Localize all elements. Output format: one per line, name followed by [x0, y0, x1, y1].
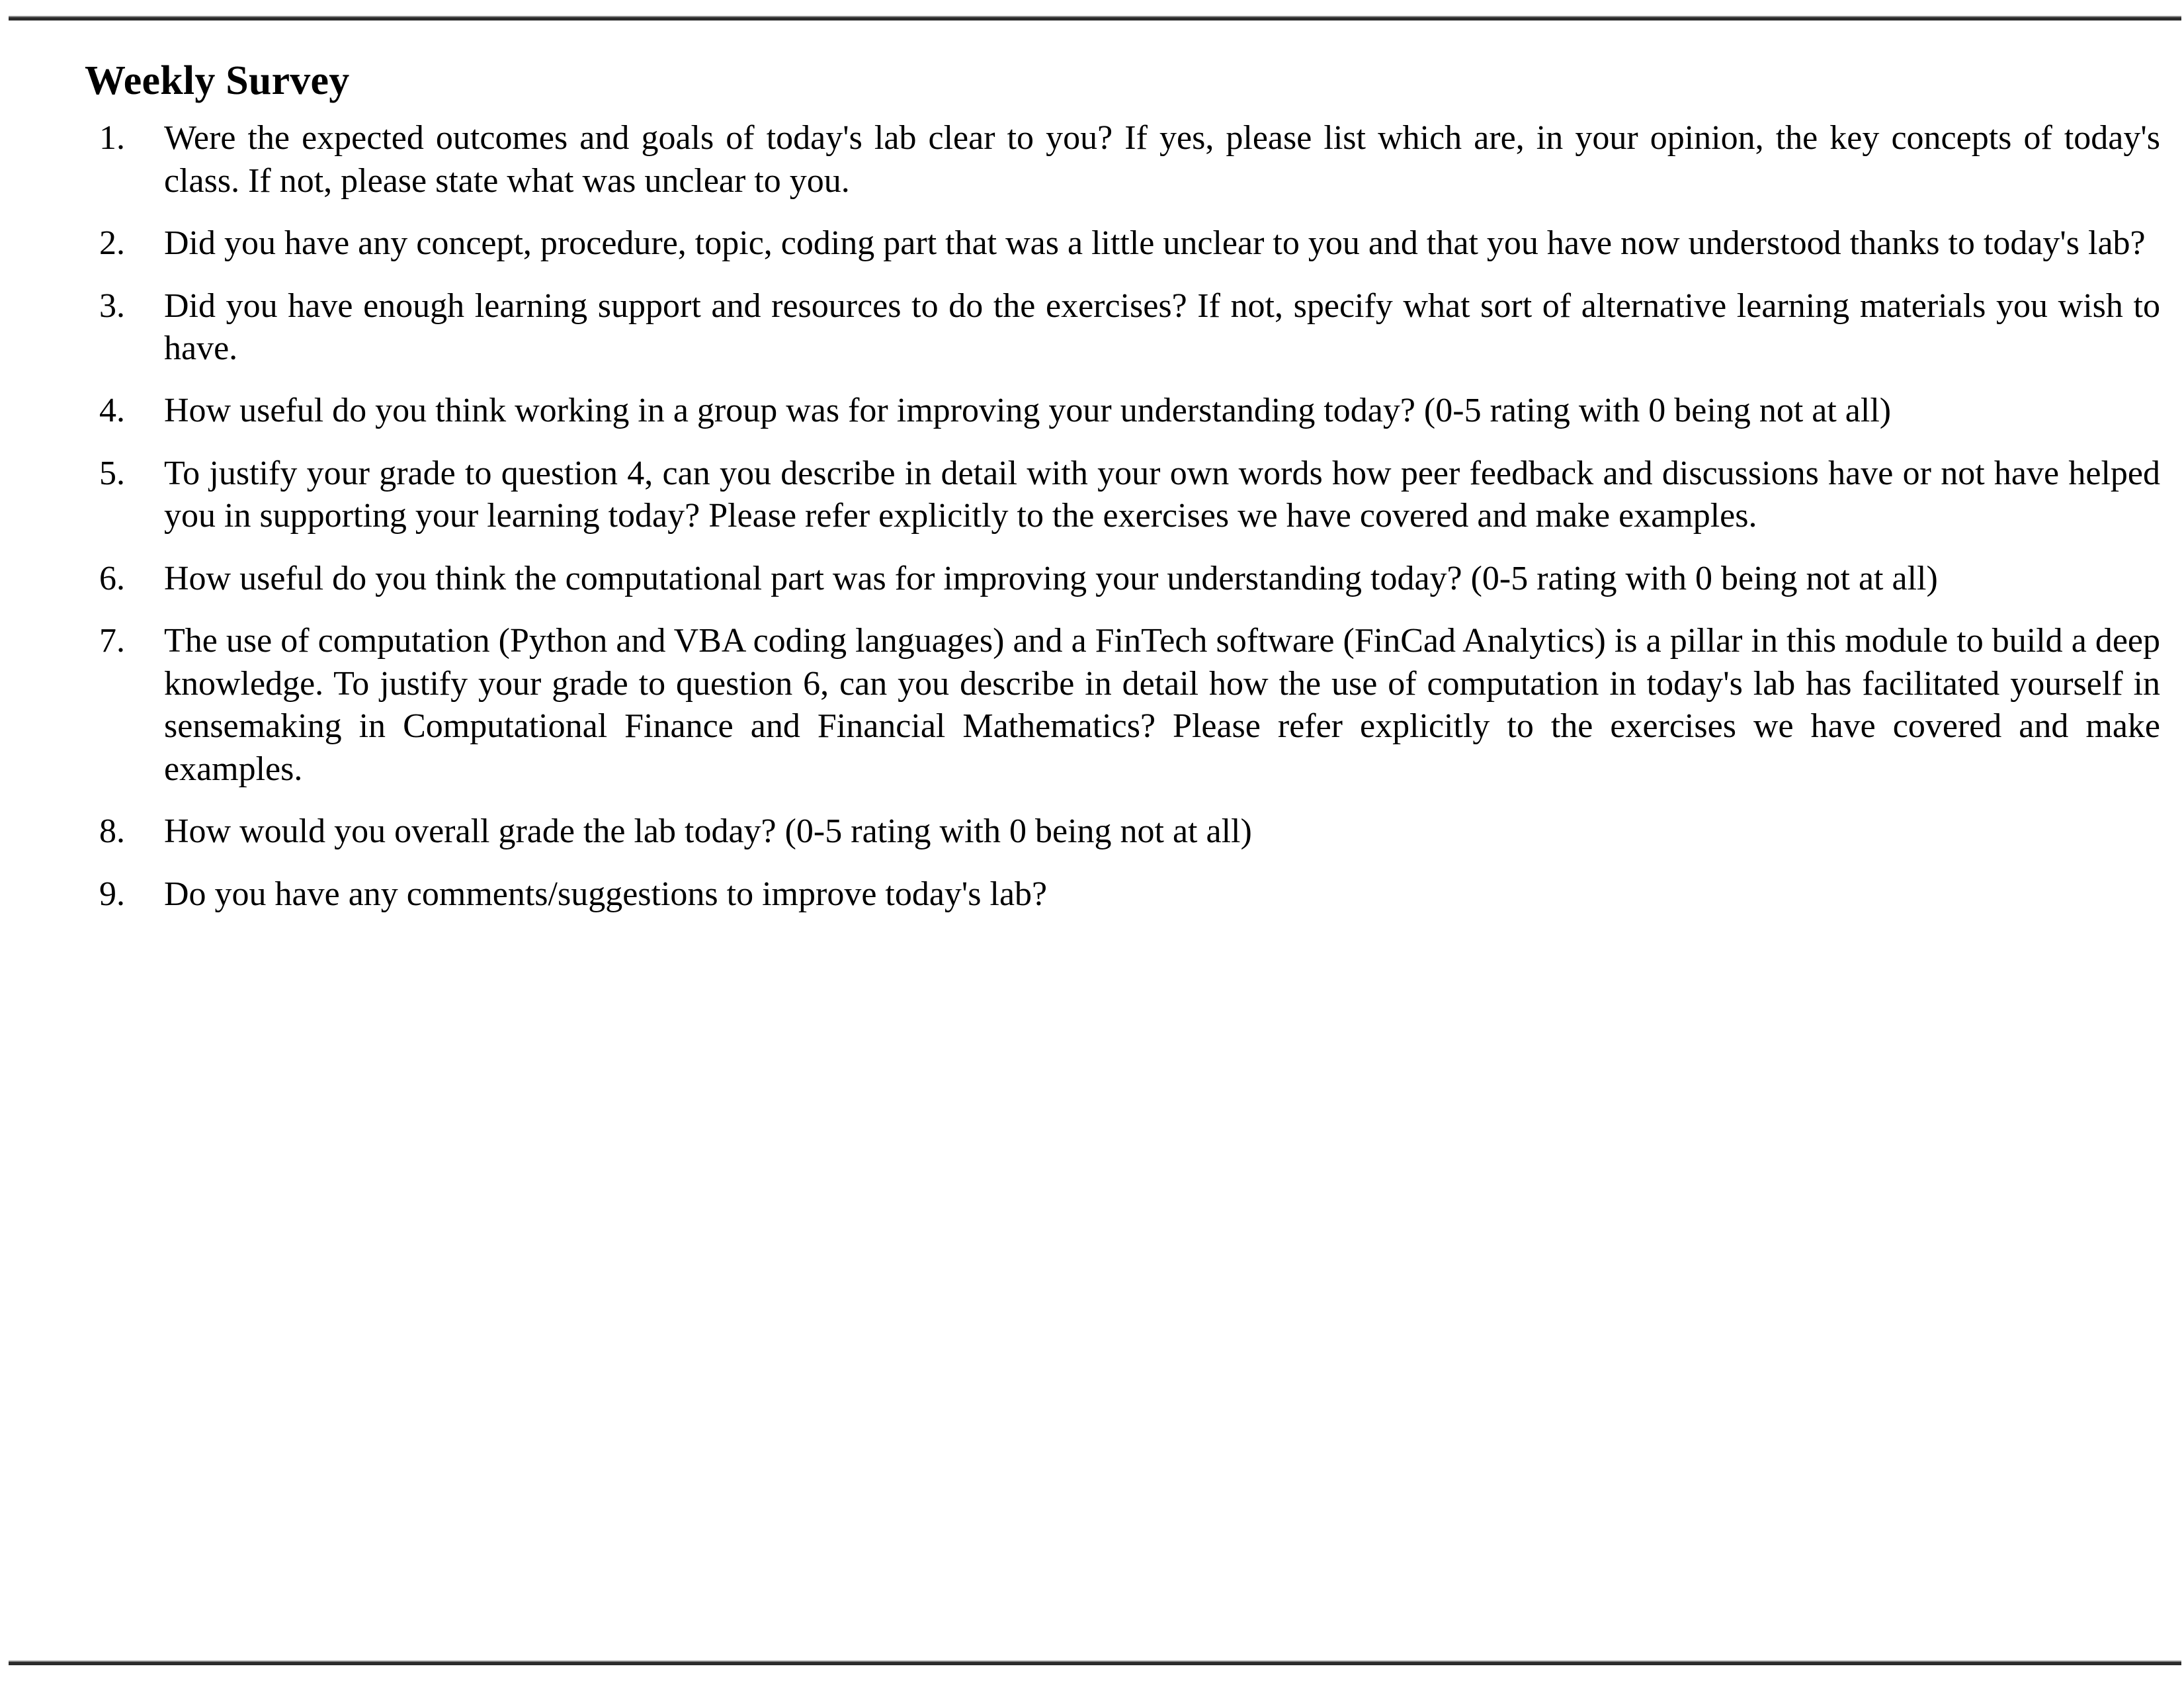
- survey-question-item: [85, 117, 2160, 202]
- question-text: Were the expected outcomes and goals of today's lab clear to you? If yes, please list which are, in your opinion, the key concepts of today's class. If not, please state what was unclear to you.: [164, 119, 2160, 200]
- survey-question-item: [85, 285, 2160, 370]
- question-text: Do you have any comments/suggestions to improve today's lab?: [164, 875, 1048, 913]
- document-content: [0, 60, 2184, 916]
- top-horizontal-rule: [9, 16, 2181, 21]
- question-text: To justify your grade to question 4, can you describe in detail with your own words how peer feedback and discussions have or not have helped you in supporting your learning today? Please refer explicitly to the exercises we have covered and make examples.: [164, 454, 2160, 535]
- question-text: The use of computation (Python and VBA coding languages) and a FinTech software (FinCad Analytics) is a pillar in this module to build a deep knowledge. To justify your grade to question 6, can you describe in detail how the use of computation in today's lab has facilitated yourself in sensemaking in Computational Finance and Financial Mathematics? Please refer explicitly to the exercises we have covered and make examples.: [164, 622, 2160, 788]
- question-text: How useful do you think working in a group was for improving your understanding today? (0-5 rating with 0 being not at all): [164, 392, 1892, 430]
- question-text: Did you have enough learning support and resources to do the exercises? If not, specify what sort of alternative learning materials you wish to have.: [164, 286, 2160, 367]
- bottom-horizontal-rule: [9, 1661, 2181, 1665]
- question-text: How useful do you think the computational part was for improving your understanding today? (0-5 rating with 0 being not at all): [164, 559, 1938, 597]
- survey-question-list: [85, 117, 2160, 916]
- survey-question-item: [85, 620, 2160, 791]
- survey-question-item: [85, 810, 2160, 853]
- survey-question-item: [85, 390, 2160, 432]
- survey-question-item: [85, 453, 2160, 538]
- survey-question-item: [85, 558, 2160, 600]
- page-title: Weekly Survey: [85, 58, 350, 103]
- survey-question-item: [85, 222, 2160, 265]
- question-text: Did you have any concept, procedure, topic, coding part that was a little unclear to you and that you have now understood thanks to today's lab?: [164, 224, 2146, 263]
- question-text: How would you overall grade the lab today? (0-5 rating with 0 being not at all): [164, 812, 1252, 851]
- survey-question-item: [85, 873, 2160, 916]
